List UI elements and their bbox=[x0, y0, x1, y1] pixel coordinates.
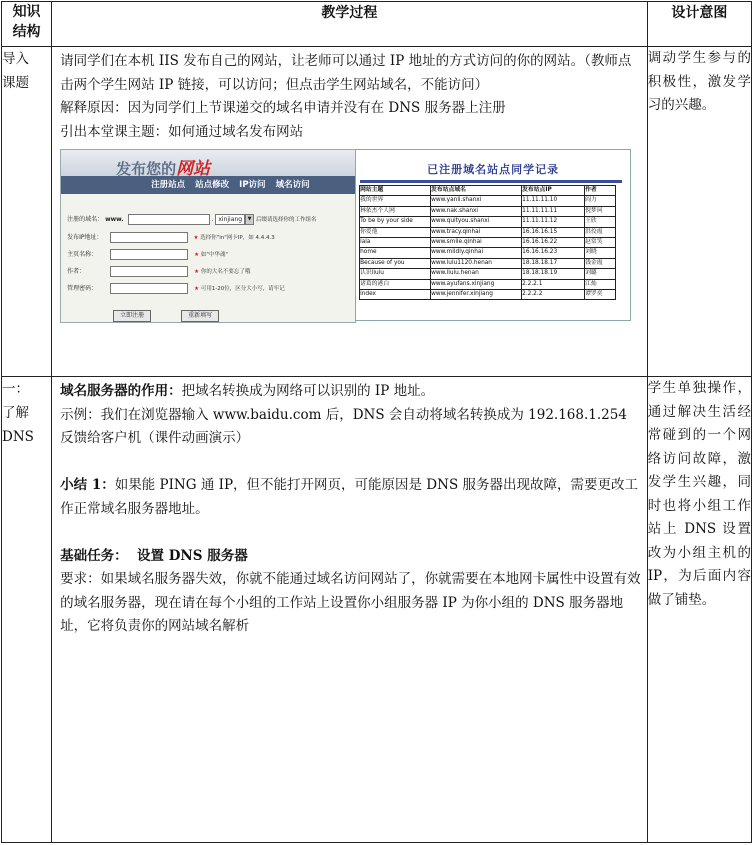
records-screenshot bbox=[355, 149, 631, 321]
dns-role-title: 域名服务器的作用： bbox=[60, 383, 182, 399]
nav-register: 注册站点 bbox=[151, 180, 186, 190]
summary-title: 小结 1： bbox=[60, 477, 115, 493]
lesson-plan-table bbox=[1, 1, 752, 843]
section-intro-label bbox=[2, 47, 52, 377]
header-row bbox=[2, 2, 752, 47]
form-row-ip: 发布IP地址：★ 选择你"in"网卡IP，如 4.4.4.3 bbox=[67, 232, 275, 243]
section-dns-line2: 了解 bbox=[2, 405, 29, 421]
reset-button: 重新填写 bbox=[181, 310, 219, 322]
records-table bbox=[359, 185, 616, 300]
nav-domain-access: 域名访问 bbox=[275, 180, 310, 190]
section-dns-label bbox=[2, 377, 52, 843]
publish-title-prefix: 发布您的 bbox=[116, 160, 177, 178]
header-col1-line2: 结构 bbox=[12, 24, 41, 40]
table-row: 认识liulu www.liulu.henan 18.18.18.19 刘璐 bbox=[360, 269, 616, 279]
section-dns-line1: 一： bbox=[2, 381, 29, 397]
publish-site-screenshot bbox=[60, 149, 356, 323]
publish-form bbox=[61, 194, 355, 322]
table-row: 你爱他 www.tracy.qinhai 16.16.16.15 洪佼霞 bbox=[360, 227, 616, 237]
dns-process-cell bbox=[52, 377, 648, 843]
row-dns bbox=[2, 377, 752, 843]
table-row: Because of you www.lulu1120.henan 18.18.18.17 钱金霞 bbox=[360, 258, 616, 268]
task-requirement: 要求：如果域名服务器失效，你就不能通过域名访问网站了，你就需要在本地网卡属性中设置有效的域名服务器，现在请在每个小组的工作站上设置你小组服务器 IP 为你小组的 DNS 服务器地址，它将负责你的网站域名解析 bbox=[60, 571, 641, 634]
register-button: 立即注册 bbox=[113, 310, 151, 322]
section-dns-line3: DNS bbox=[2, 429, 34, 445]
summary-text: 如果能 PING 通 IP，但不能打开网页，可能原因是 DNS 服务器出现故障，需要更改工作正常域名服务器地址。 bbox=[60, 477, 638, 517]
basic-task-title: 基础任务： 设置 DNS 服务器 bbox=[60, 547, 248, 564]
header-design-intent: 设计意图 bbox=[647, 2, 751, 47]
form-row-homepage: 主页名称：★ 如"中华魂" bbox=[67, 249, 228, 260]
dns-example: 示例：我们在浏览器输入 www.baidu.com 后，DNS 会自动将域名转换成为 192.168.1.254 反馈给客户机（课件动画演示） bbox=[60, 406, 627, 446]
table-row: To be by your side www.quityou.shanxi 11.11.11.12 王欣 bbox=[360, 217, 616, 227]
dns-role-text: 把域名转换成为网络可以识别的 IP 地址。 bbox=[181, 383, 435, 399]
row-introduction bbox=[2, 47, 752, 377]
table-row: 诸葛的港白 www.ayufans.xinjiang 2.2.2.1 江灿 bbox=[360, 279, 616, 289]
summary-paragraph bbox=[60, 474, 641, 521]
header-col1-line1: 知识 bbox=[12, 4, 41, 20]
table-row: 林依杰个人网 www.nak.shanxi 11.11.11.11 倪梦珂 bbox=[360, 206, 616, 216]
section-intro-line2: 课题 bbox=[2, 75, 29, 91]
intro-line-2: 解释原因：因为同学们上节课递交的域名申请并没有在 DNS 服务器上注册 bbox=[60, 100, 506, 116]
form-row-author: 作者：★ 你的大名不要忘了哦 bbox=[67, 266, 250, 277]
section-intro-line1: 导入 bbox=[2, 51, 29, 67]
form-row-domain: 注册的域名： www. . xinjiang ▼ 后缀请选择你的工作组名 bbox=[67, 216, 317, 223]
header-knowledge-structure bbox=[2, 2, 52, 47]
table-row: home www.mildly.qinhai 16.16.16.23 刘晓 bbox=[360, 248, 616, 258]
dns-role-paragraph bbox=[60, 380, 641, 404]
publish-title-highlight: 网站 bbox=[176, 159, 211, 179]
intro-line-1: 请同学们在本机 IIS 发布自己的网站，让老师可以通过 IP 地址的方式访问的你的网站。（教师点击两个学生网站 IP 链接，可以访问；但点击学生网站域名，不能访问） bbox=[60, 53, 632, 93]
nav-ip-access: IP访问 bbox=[239, 180, 266, 190]
intro-line-3: 引出本堂课主题：如何通过域名发布网站 bbox=[60, 123, 304, 140]
table-row: lala www.smile.qinhai 16.16.16.22 赵常笑 bbox=[360, 238, 616, 248]
header-teaching-process: 教学过程 bbox=[52, 2, 648, 47]
intro-intent: 调动学生参与的积极性，激发学习的兴趣。 bbox=[647, 47, 751, 377]
records-title: 已注册域名站点同学记录 bbox=[427, 163, 560, 176]
records-header-row: 网站主题 发布站点域名 发布站点IP 作者 bbox=[360, 186, 616, 196]
table-row: 我的世界 www.yanli.shanxi 11.11.11.10 阎力 bbox=[360, 196, 616, 206]
dns-intent: 学生单独操作，通过解决生活经常碰到的一个网络访问故障，激发学生兴趣，同时也将小组工作站上 DNS 设置改为小组主机的IP，为后面内容做了铺垫。 bbox=[647, 377, 751, 843]
publish-banner bbox=[61, 150, 355, 179]
table-row: index www.jennifer.xinjiang 2.2.2.2 谭罗奕 bbox=[360, 290, 616, 300]
form-row-password: 管理密码：★ 可用1-20位，区分大小写，请牢记 bbox=[67, 283, 285, 294]
intro-process-cell bbox=[52, 47, 648, 377]
nav-modify: 站点修改 bbox=[195, 180, 230, 190]
